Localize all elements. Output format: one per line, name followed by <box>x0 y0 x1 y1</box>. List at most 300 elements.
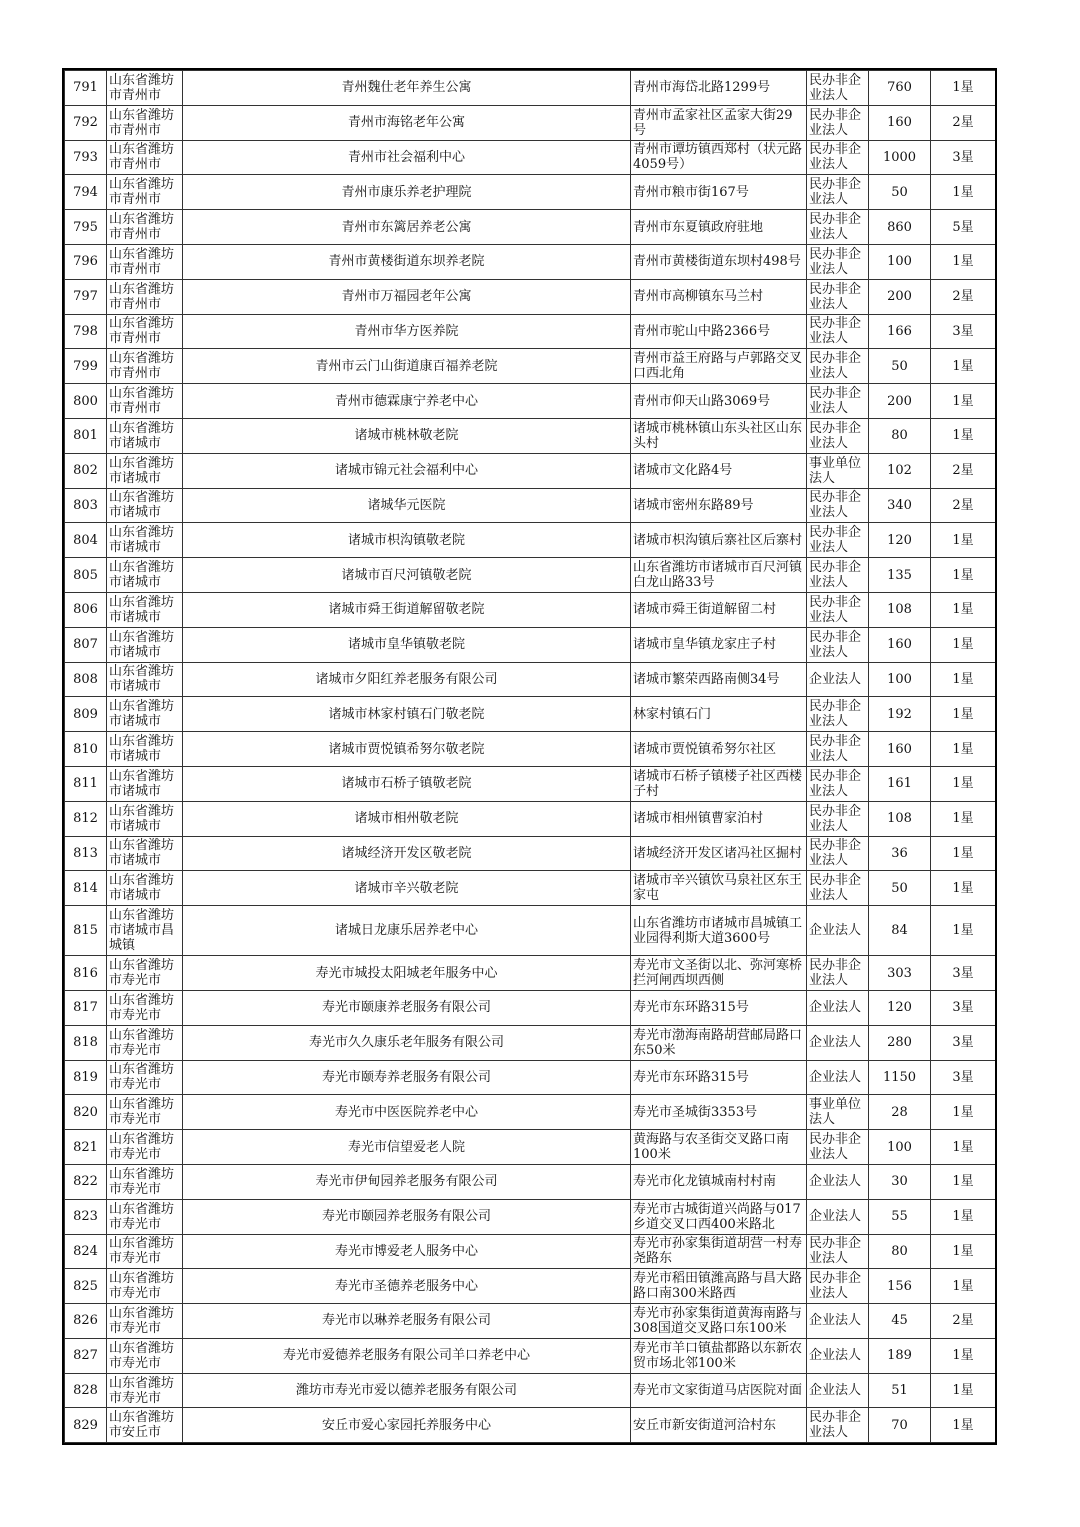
star-rating-cell: 1星 <box>931 662 996 697</box>
legal-type-cell: 企业法人 <box>807 1199 869 1234</box>
table-row <box>65 627 996 662</box>
bed-count-cell: 160 <box>869 732 931 767</box>
region-cell: 山东省潍坊市诸城市 <box>107 418 183 453</box>
legal-type-cell: 企业法人 <box>807 1164 869 1199</box>
legal-type-cell: 企业法人 <box>807 990 869 1025</box>
institution-name-cell: 安丘市爱心家园托养服务中心 <box>183 1408 631 1443</box>
star-rating-cell: 1星 <box>931 766 996 801</box>
legal-type-cell: 民办非企业法人 <box>807 418 869 453</box>
legal-type-cell: 民办非企业法人 <box>807 766 869 801</box>
institution-name-cell: 青州市云门山街道康百福养老院 <box>183 349 631 384</box>
address-cell: 山东省潍坊市诸城市昌城镇工业园得利斯大道3600号 <box>631 906 807 956</box>
region-cell: 山东省潍坊市诸城市 <box>107 732 183 767</box>
region-cell: 山东省潍坊市寿光市 <box>107 1164 183 1199</box>
address-cell: 青州市驼山中路2366号 <box>631 314 807 349</box>
star-rating-cell: 1星 <box>931 627 996 662</box>
row-number: 800 <box>65 384 107 419</box>
institution-name-cell: 寿光市圣德养老服务中心 <box>183 1269 631 1304</box>
bed-count-cell: 860 <box>869 210 931 245</box>
star-rating-cell: 3星 <box>931 1025 996 1060</box>
address-cell: 诸城市文化路4号 <box>631 453 807 488</box>
table-row <box>65 906 996 956</box>
star-rating-cell: 1星 <box>931 384 996 419</box>
institution-name-cell: 寿光市以琳养老服务有限公司 <box>183 1304 631 1339</box>
region-cell: 山东省潍坊市青州市 <box>107 71 183 106</box>
region-cell: 山东省潍坊市青州市 <box>107 140 183 175</box>
row-number: 801 <box>65 418 107 453</box>
star-rating-cell: 1星 <box>931 1373 996 1408</box>
institution-name-cell: 诸城华元医院 <box>183 488 631 523</box>
legal-type-cell: 企业法人 <box>807 906 869 956</box>
address-cell: 诸城市辛兴镇饮马泉社区东王家屯 <box>631 871 807 906</box>
legal-type-cell: 民办非企业法人 <box>807 1269 869 1304</box>
star-rating-cell: 1星 <box>931 801 996 836</box>
star-rating-cell: 3星 <box>931 956 996 991</box>
star-rating-cell: 1星 <box>931 349 996 384</box>
institution-name-cell: 诸城市皇华镇敬老院 <box>183 627 631 662</box>
table-row <box>65 1025 996 1060</box>
row-number: 794 <box>65 175 107 210</box>
star-rating-cell: 1星 <box>931 871 996 906</box>
bed-count-cell: 166 <box>869 314 931 349</box>
region-cell: 山东省潍坊市诸城市 <box>107 592 183 627</box>
table-row <box>65 990 996 1025</box>
bed-count-cell: 192 <box>869 697 931 732</box>
address-cell: 青州市仰天山路3069号 <box>631 384 807 419</box>
region-cell: 山东省潍坊市安丘市 <box>107 1408 183 1443</box>
address-cell: 诸城市繁荣西路南侧34号 <box>631 662 807 697</box>
table-row <box>65 105 996 140</box>
bed-count-cell: 70 <box>869 1408 931 1443</box>
star-rating-cell: 1星 <box>931 1269 996 1304</box>
institution-name-cell: 青州市黄楼街道东坝养老院 <box>183 244 631 279</box>
row-number: 797 <box>65 279 107 314</box>
address-cell: 寿光市东环路315号 <box>631 990 807 1025</box>
institution-name-cell: 诸城市辛兴敬老院 <box>183 871 631 906</box>
region-cell: 山东省潍坊市诸城市 <box>107 523 183 558</box>
bed-count-cell: 108 <box>869 801 931 836</box>
institution-name-cell: 寿光市博爱老人服务中心 <box>183 1234 631 1269</box>
institution-name-cell: 诸城市百尺河镇敬老院 <box>183 558 631 593</box>
row-number: 816 <box>65 956 107 991</box>
region-cell: 山东省潍坊市青州市 <box>107 279 183 314</box>
institution-name-cell: 潍坊市寿光市爱以德养老服务有限公司 <box>183 1373 631 1408</box>
table-row <box>65 801 996 836</box>
institution-name-cell: 诸城市石桥子镇敬老院 <box>183 766 631 801</box>
row-number: 798 <box>65 314 107 349</box>
star-rating-cell: 1星 <box>931 1338 996 1373</box>
legal-type-cell: 企业法人 <box>807 662 869 697</box>
bed-count-cell: 200 <box>869 279 931 314</box>
legal-type-cell: 企业法人 <box>807 1304 869 1339</box>
legal-type-cell: 民办非企业法人 <box>807 956 869 991</box>
row-number: 818 <box>65 1025 107 1060</box>
address-cell: 青州市黄楼街道东坝村498号 <box>631 244 807 279</box>
star-rating-cell: 1星 <box>931 1234 996 1269</box>
table-row <box>65 1234 996 1269</box>
region-cell: 山东省潍坊市诸城市 <box>107 697 183 732</box>
star-rating-cell: 5星 <box>931 210 996 245</box>
legal-type-cell: 民办非企业法人 <box>807 523 869 558</box>
row-number: 815 <box>65 906 107 956</box>
institution-name-cell: 诸城经济开发区敬老院 <box>183 836 631 871</box>
region-cell: 山东省潍坊市青州市 <box>107 175 183 210</box>
region-cell: 山东省潍坊市寿光市 <box>107 1025 183 1060</box>
legal-type-cell: 民办非企业法人 <box>807 1408 869 1443</box>
row-number: 824 <box>65 1234 107 1269</box>
region-cell: 山东省潍坊市诸城市 <box>107 871 183 906</box>
bed-count-cell: 120 <box>869 990 931 1025</box>
row-number: 802 <box>65 453 107 488</box>
institution-name-cell: 寿光市颐园养老服务有限公司 <box>183 1199 631 1234</box>
row-number: 807 <box>65 627 107 662</box>
institution-name-cell: 诸城市夕阳红养老服务有限公司 <box>183 662 631 697</box>
region-cell: 山东省潍坊市寿光市 <box>107 1095 183 1130</box>
address-cell: 寿光市孙家集街道胡营一村寿尧路东 <box>631 1234 807 1269</box>
star-rating-cell: 1星 <box>931 592 996 627</box>
region-cell: 山东省潍坊市青州市 <box>107 210 183 245</box>
address-cell: 黄海路与农圣街交叉路口南100米 <box>631 1130 807 1165</box>
bed-count-cell: 45 <box>869 1304 931 1339</box>
row-number: 795 <box>65 210 107 245</box>
star-rating-cell: 1星 <box>931 1408 996 1443</box>
institution-name-cell: 寿光市颐康养老服务有限公司 <box>183 990 631 1025</box>
row-number: 822 <box>65 1164 107 1199</box>
bed-count-cell: 160 <box>869 627 931 662</box>
region-cell: 山东省潍坊市青州市 <box>107 384 183 419</box>
table-row <box>65 766 996 801</box>
table-row <box>65 1060 996 1095</box>
table-body <box>65 71 996 1443</box>
table-row <box>65 1164 996 1199</box>
legal-type-cell: 民办非企业法人 <box>807 488 869 523</box>
legal-type-cell: 民办非企业法人 <box>807 314 869 349</box>
region-cell: 山东省潍坊市寿光市 <box>107 1304 183 1339</box>
row-number: 825 <box>65 1269 107 1304</box>
region-cell: 山东省潍坊市青州市 <box>107 314 183 349</box>
legal-type-cell: 民办非企业法人 <box>807 210 869 245</box>
institution-name-cell: 寿光市信望爱老人院 <box>183 1130 631 1165</box>
legal-type-cell: 企业法人 <box>807 1060 869 1095</box>
row-number: 823 <box>65 1199 107 1234</box>
row-number: 803 <box>65 488 107 523</box>
star-rating-cell: 1星 <box>931 1095 996 1130</box>
institution-name-cell: 诸城市林家村镇石门敬老院 <box>183 697 631 732</box>
address-cell: 林家村镇石门 <box>631 697 807 732</box>
institution-name-cell: 青州魏仕老年养生公寓 <box>183 71 631 106</box>
table-row <box>65 1269 996 1304</box>
bed-count-cell: 189 <box>869 1338 931 1373</box>
table-row <box>65 349 996 384</box>
institution-name-cell: 青州市华方医养院 <box>183 314 631 349</box>
row-number: 791 <box>65 71 107 106</box>
row-number: 792 <box>65 105 107 140</box>
table-row <box>65 732 996 767</box>
bed-count-cell: 100 <box>869 662 931 697</box>
legal-type-cell: 民办非企业法人 <box>807 105 869 140</box>
bed-count-cell: 156 <box>869 1269 931 1304</box>
address-cell: 诸城市皇华镇龙家庄子村 <box>631 627 807 662</box>
star-rating-cell: 1星 <box>931 175 996 210</box>
legal-type-cell: 事业单位法人 <box>807 1095 869 1130</box>
region-cell: 山东省潍坊市诸城市 <box>107 662 183 697</box>
star-rating-cell: 2星 <box>931 279 996 314</box>
address-cell: 诸城市相州镇曹家泊村 <box>631 801 807 836</box>
address-cell: 寿光市孙家集街道黄海南路与308国道交叉路口东100米 <box>631 1304 807 1339</box>
institution-name-cell: 寿光市中医医院养老中心 <box>183 1095 631 1130</box>
institution-name-cell: 青州市社会福利中心 <box>183 140 631 175</box>
table-row <box>65 488 996 523</box>
table-row <box>65 453 996 488</box>
bed-count-cell: 1150 <box>869 1060 931 1095</box>
address-cell: 诸城市石桥子镇楼子社区西楼子村 <box>631 766 807 801</box>
bed-count-cell: 160 <box>869 105 931 140</box>
address-cell: 诸城经济开发区诸冯社区掘村 <box>631 836 807 871</box>
region-cell: 山东省潍坊市寿光市 <box>107 990 183 1025</box>
address-cell: 寿光市稻田镇潍高路与昌大路路口南300米路西 <box>631 1269 807 1304</box>
region-cell: 山东省潍坊市诸城市 <box>107 627 183 662</box>
address-cell: 诸城市枳沟镇后寨社区后寨村 <box>631 523 807 558</box>
region-cell: 山东省潍坊市寿光市 <box>107 1199 183 1234</box>
table-row <box>65 1199 996 1234</box>
region-cell: 山东省潍坊市寿光市 <box>107 1130 183 1165</box>
table-row <box>65 558 996 593</box>
institution-name-cell: 寿光市久久康乐老年服务有限公司 <box>183 1025 631 1060</box>
star-rating-cell: 1星 <box>931 836 996 871</box>
star-rating-cell: 1星 <box>931 71 996 106</box>
row-number: 826 <box>65 1304 107 1339</box>
legal-type-cell: 民办非企业法人 <box>807 1234 869 1269</box>
institution-name-cell: 青州市东篱居养老公寓 <box>183 210 631 245</box>
region-cell: 山东省潍坊市寿光市 <box>107 1060 183 1095</box>
institution-name-cell: 青州市万福园老年公寓 <box>183 279 631 314</box>
institution-name-cell: 诸城市桃林敬老院 <box>183 418 631 453</box>
institution-name-cell: 青州市康乐养老护理院 <box>183 175 631 210</box>
legal-type-cell: 民办非企业法人 <box>807 384 869 419</box>
table-row <box>65 175 996 210</box>
region-cell: 山东省潍坊市寿光市 <box>107 1373 183 1408</box>
address-cell: 诸城市舜王街道解留二村 <box>631 592 807 627</box>
row-number: 813 <box>65 836 107 871</box>
table-row <box>65 697 996 732</box>
row-number: 819 <box>65 1060 107 1095</box>
legal-type-cell: 企业法人 <box>807 1025 869 1060</box>
institution-name-cell: 诸城市枳沟镇敬老院 <box>183 523 631 558</box>
bed-count-cell: 100 <box>869 244 931 279</box>
legal-type-cell: 民办非企业法人 <box>807 349 869 384</box>
bed-count-cell: 100 <box>869 1130 931 1165</box>
bed-count-cell: 102 <box>869 453 931 488</box>
bed-count-cell: 36 <box>869 836 931 871</box>
region-cell: 山东省潍坊市诸城市昌城镇 <box>107 906 183 956</box>
address-cell: 青州市东夏镇政府驻地 <box>631 210 807 245</box>
region-cell: 山东省潍坊市诸城市 <box>107 453 183 488</box>
region-cell: 山东省潍坊市寿光市 <box>107 956 183 991</box>
bed-count-cell: 51 <box>869 1373 931 1408</box>
row-number: 821 <box>65 1130 107 1165</box>
bed-count-cell: 1000 <box>869 140 931 175</box>
address-cell: 诸城市桃林镇山东头社区山东头村 <box>631 418 807 453</box>
row-number: 811 <box>65 766 107 801</box>
table-row <box>65 523 996 558</box>
row-number: 805 <box>65 558 107 593</box>
address-cell: 寿光市羊口镇盐都路以东新农贸市场北邻100米 <box>631 1338 807 1373</box>
bed-count-cell: 161 <box>869 766 931 801</box>
region-cell: 山东省潍坊市青州市 <box>107 105 183 140</box>
bed-count-cell: 120 <box>869 523 931 558</box>
legal-type-cell: 民办非企业法人 <box>807 801 869 836</box>
legal-type-cell: 事业单位法人 <box>807 453 869 488</box>
table-row <box>65 1304 996 1339</box>
address-cell: 青州市孟家社区孟家大街29号 <box>631 105 807 140</box>
address-cell: 山东省潍坊市诸城市百尺河镇白龙山路33号 <box>631 558 807 593</box>
row-number: 808 <box>65 662 107 697</box>
legal-type-cell: 民办非企业法人 <box>807 697 869 732</box>
star-rating-cell: 3星 <box>931 1060 996 1095</box>
legal-type-cell: 民办非企业法人 <box>807 836 869 871</box>
address-cell: 安丘市新安街道河洽村东 <box>631 1408 807 1443</box>
institution-name-cell: 青州市德霖康宁养老中心 <box>183 384 631 419</box>
legal-type-cell: 民办非企业法人 <box>807 592 869 627</box>
bed-count-cell: 340 <box>869 488 931 523</box>
institution-name-cell: 寿光市城投太阳城老年服务中心 <box>183 956 631 991</box>
row-number: 810 <box>65 732 107 767</box>
row-number: 799 <box>65 349 107 384</box>
row-number: 829 <box>65 1408 107 1443</box>
bed-count-cell: 50 <box>869 175 931 210</box>
row-number: 809 <box>65 697 107 732</box>
institution-name-cell: 诸城市相州敬老院 <box>183 801 631 836</box>
star-rating-cell: 3星 <box>931 990 996 1025</box>
legal-type-cell: 企业法人 <box>807 1373 869 1408</box>
star-rating-cell: 1星 <box>931 558 996 593</box>
address-cell: 青州市益王府路与卢郭路交叉口西北角 <box>631 349 807 384</box>
address-cell: 寿光市化龙镇城南村村南 <box>631 1164 807 1199</box>
region-cell: 山东省潍坊市青州市 <box>107 244 183 279</box>
bed-count-cell: 760 <box>869 71 931 106</box>
institution-name-cell: 寿光市伊甸园养老服务有限公司 <box>183 1164 631 1199</box>
address-cell: 寿光市文家街道马店医院对面 <box>631 1373 807 1408</box>
star-rating-cell: 2星 <box>931 105 996 140</box>
legal-type-cell: 民办非企业法人 <box>807 558 869 593</box>
table-row <box>65 140 996 175</box>
legal-type-cell: 民办非企业法人 <box>807 140 869 175</box>
region-cell: 山东省潍坊市诸城市 <box>107 488 183 523</box>
row-number: 806 <box>65 592 107 627</box>
table-row <box>65 279 996 314</box>
row-number: 812 <box>65 801 107 836</box>
row-number: 817 <box>65 990 107 1025</box>
table-row <box>65 210 996 245</box>
bed-count-cell: 200 <box>869 384 931 419</box>
region-cell: 山东省潍坊市寿光市 <box>107 1234 183 1269</box>
institution-table <box>64 70 996 1443</box>
region-cell: 山东省潍坊市诸城市 <box>107 801 183 836</box>
bed-count-cell: 84 <box>869 906 931 956</box>
table-row <box>65 418 996 453</box>
bed-count-cell: 50 <box>869 349 931 384</box>
table-row <box>65 662 996 697</box>
star-rating-cell: 1星 <box>931 1164 996 1199</box>
star-rating-cell: 2星 <box>931 488 996 523</box>
star-rating-cell: 1星 <box>931 1199 996 1234</box>
legal-type-cell: 民办非企业法人 <box>807 175 869 210</box>
table-row <box>65 1130 996 1165</box>
row-number: 820 <box>65 1095 107 1130</box>
region-cell: 山东省潍坊市诸城市 <box>107 766 183 801</box>
table-row <box>65 1095 996 1130</box>
row-number: 793 <box>65 140 107 175</box>
star-rating-cell: 1星 <box>931 732 996 767</box>
star-rating-cell: 3星 <box>931 314 996 349</box>
legal-type-cell: 企业法人 <box>807 1338 869 1373</box>
institution-name-cell: 诸城市贾悦镇希努尔敬老院 <box>183 732 631 767</box>
legal-type-cell: 民办非企业法人 <box>807 279 869 314</box>
bed-count-cell: 280 <box>869 1025 931 1060</box>
row-number: 828 <box>65 1373 107 1408</box>
region-cell: 山东省潍坊市寿光市 <box>107 1269 183 1304</box>
star-rating-cell: 1星 <box>931 523 996 558</box>
address-cell: 寿光市文圣街以北、弥河寒桥拦河闸西坝西侧 <box>631 956 807 991</box>
address-cell: 寿光市古城街道兴尚路与017乡道交叉口西400米路北 <box>631 1199 807 1234</box>
legal-type-cell: 民办非企业法人 <box>807 732 869 767</box>
legal-type-cell: 民办非企业法人 <box>807 627 869 662</box>
bed-count-cell: 135 <box>869 558 931 593</box>
address-cell: 寿光市渤海南路胡营邮局路口东50米 <box>631 1025 807 1060</box>
region-cell: 山东省潍坊市诸城市 <box>107 558 183 593</box>
table-row <box>65 244 996 279</box>
row-number: 796 <box>65 244 107 279</box>
bed-count-cell: 80 <box>869 1234 931 1269</box>
region-cell: 山东省潍坊市诸城市 <box>107 836 183 871</box>
star-rating-cell: 2星 <box>931 1304 996 1339</box>
bed-count-cell: 80 <box>869 418 931 453</box>
bed-count-cell: 108 <box>869 592 931 627</box>
bed-count-cell: 30 <box>869 1164 931 1199</box>
table-row <box>65 592 996 627</box>
address-cell: 青州市谭坊镇西郑村（状元路4059号） <box>631 140 807 175</box>
row-number: 804 <box>65 523 107 558</box>
address-cell: 寿光市圣城街3353号 <box>631 1095 807 1130</box>
region-cell: 山东省潍坊市寿光市 <box>107 1338 183 1373</box>
region-cell: 山东省潍坊市青州市 <box>107 349 183 384</box>
table-row <box>65 1338 996 1373</box>
address-cell: 诸城市贾悦镇希努尔社区 <box>631 732 807 767</box>
legal-type-cell: 民办非企业法人 <box>807 1130 869 1165</box>
bed-count-cell: 50 <box>869 871 931 906</box>
bed-count-cell: 55 <box>869 1199 931 1234</box>
legal-type-cell: 民办非企业法人 <box>807 871 869 906</box>
legal-type-cell: 民办非企业法人 <box>807 71 869 106</box>
bed-count-cell: 303 <box>869 956 931 991</box>
table-row <box>65 384 996 419</box>
address-cell: 青州市高柳镇东马兰村 <box>631 279 807 314</box>
institution-name-cell: 诸城日龙康乐居养老中心 <box>183 906 631 956</box>
row-number: 827 <box>65 1338 107 1373</box>
star-rating-cell: 2星 <box>931 453 996 488</box>
address-cell: 寿光市东环路315号 <box>631 1060 807 1095</box>
address-cell: 诸城市密州东路89号 <box>631 488 807 523</box>
legal-type-cell: 民办非企业法人 <box>807 244 869 279</box>
star-rating-cell: 1星 <box>931 697 996 732</box>
table-row <box>65 836 996 871</box>
bed-count-cell: 28 <box>869 1095 931 1130</box>
table-row <box>65 314 996 349</box>
row-number: 814 <box>65 871 107 906</box>
institution-name-cell: 青州市海铭老年公寓 <box>183 105 631 140</box>
table-row <box>65 1373 996 1408</box>
address-cell: 青州市海岱北路1299号 <box>631 71 807 106</box>
